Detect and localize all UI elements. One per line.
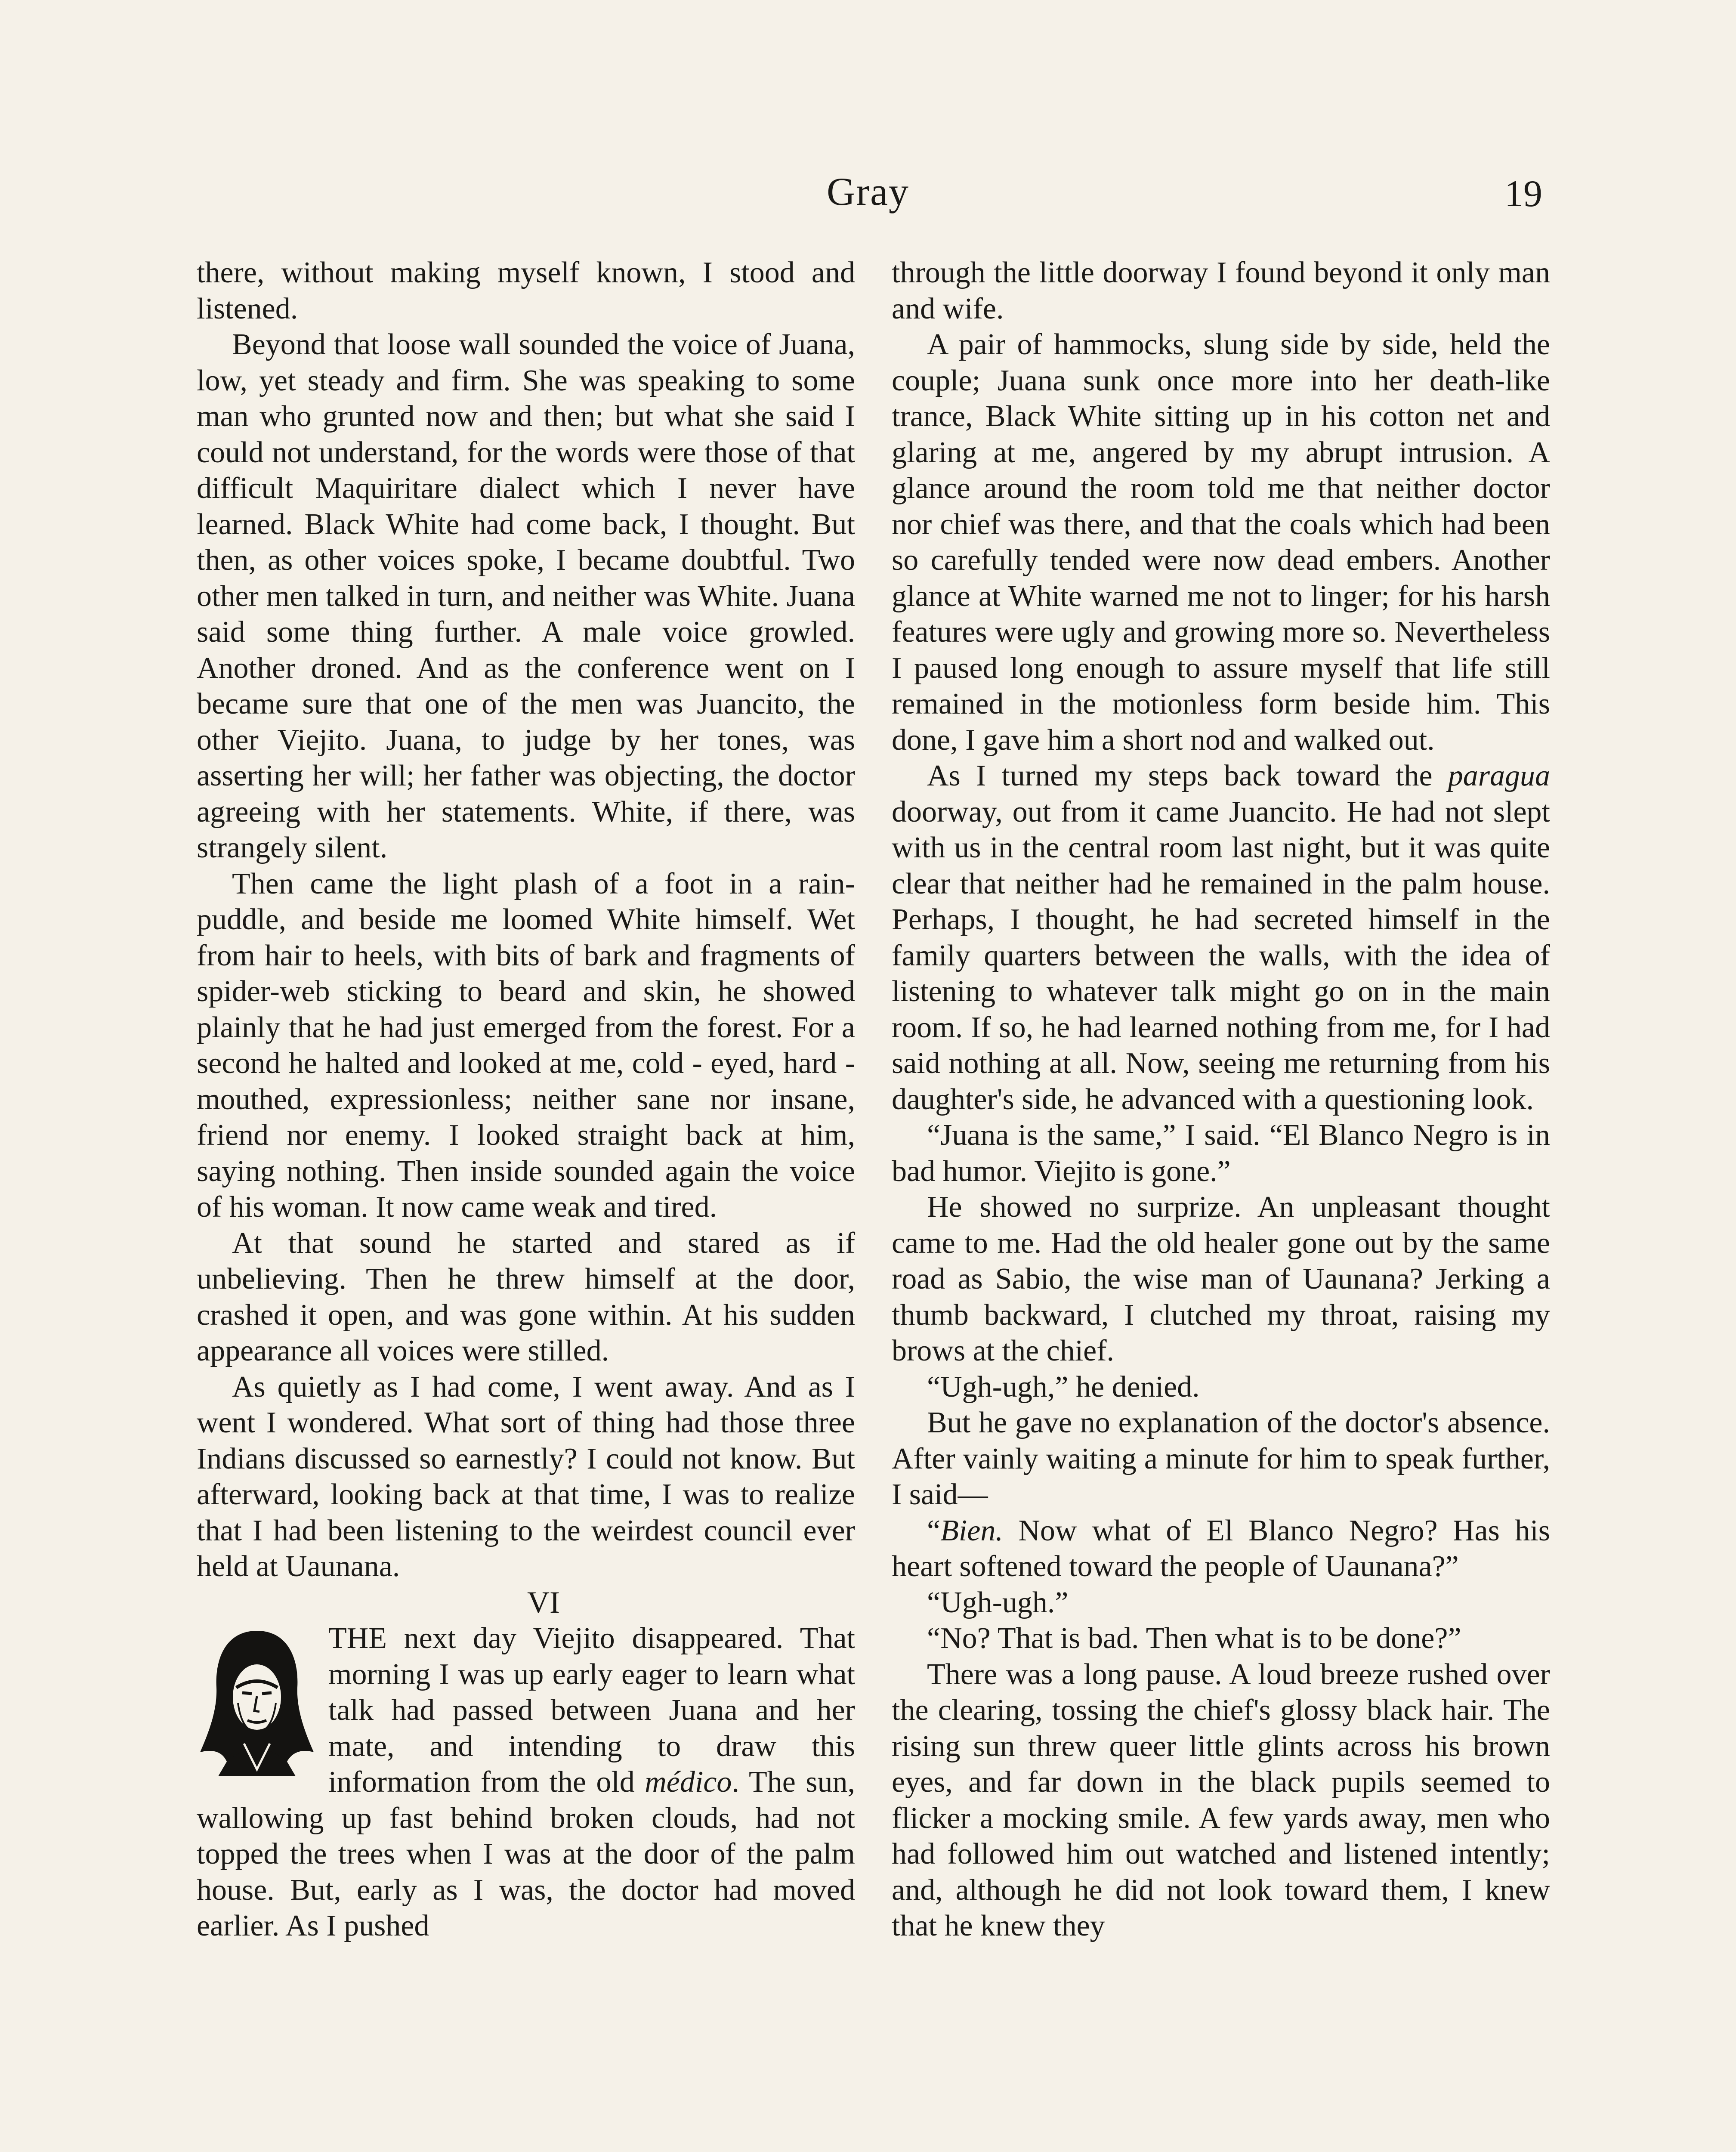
paragraph: But he gave no explanation of the doctor's absence. After vainly waiting a minute for him to speak further, I said—: [892, 1406, 1550, 1511]
paragraph: [892, 1513, 1550, 1585]
right-column: [892, 255, 1550, 1944]
paragraph: “Ugh-ugh.”: [927, 1586, 1069, 1619]
page-number: 19: [1504, 173, 1542, 215]
section-heading: VI: [527, 1585, 560, 1620]
paragraph-text: doorway, out from it came Juancito. He had not slept with us in the central room last night, but it was quite clear that neither had he remained in the palm house. Perhaps, I thought, he had secreted himself in the family quarters between the walls, with the idea of listening to whatever talk might go on in the main room. If so, he had learned nothing from me, for I had said nothing at all. Now, seeing me returning from his daughter's side, he advanced with a questioning look.: [892, 795, 1550, 1116]
paragraph: At that sound he started and stared as if unbelieving. Then he threw himself at the door, crashed it open, and was gone within. At his sudden appearance all voices were stilled.: [197, 1226, 855, 1367]
paragraph-text: As I turned my steps back toward the: [927, 759, 1448, 792]
italic-word: médico: [645, 1766, 732, 1799]
paragraph-text: next day Viejito disappeared. That morning I was up early eager to learn what talk had passed between Juana and her mate, and intending to draw this information from the old: [328, 1622, 855, 1799]
paragraph: Beyond that loose wall sounded the voice of Juana, low, yet steady and firm. She was speaking to some man who grunted now and then; but what she said I could not understand, for the words were those of that difficult Maquiritare dialect which I never have learned. Black White had come back, I thought. But then, as other voices spoke, I became doubtful. Two other men talked in turn, and neither was White. Juana said some thing further. A male voice growled. Another droned. And as the conference went on I became sure that one of the men was Juancito, the other Viejito. Juana, to judge by her tones, was asserting her will; her father was objecting, the doctor agreeing with her statements. White, if there, was strangely silent.: [197, 328, 855, 864]
section-opening-paragraph: [197, 1620, 855, 1944]
paragraph: there, without making myself known, I stood and listened.: [197, 256, 855, 325]
paragraph-text: . The sun, wallowing up fast behind broken clouds, had not topped the trees when I was at the door of the palm house. But, early as I was, the doctor had moved earlier. As I pushed: [197, 1766, 855, 1942]
opening-words: THE: [328, 1622, 387, 1655]
italic-word: Bien.: [940, 1514, 1003, 1547]
paragraph: “Juana is the same,” I said. “El Blanco Negro is in bad humor. Viejito is gone.”: [892, 1119, 1550, 1188]
paragraph: [892, 758, 1550, 1117]
paragraph: As quietly as I had come, I went away. And as I went I wondered. What sort of thing had those three Indians discussed so earnestly? I could not know. But afterward, looking back at that time, I was to realize that I had been listening to the weirdest council ever held at Uaunana.: [197, 1370, 855, 1583]
indian-portrait-illustration: [197, 1623, 317, 1778]
page-header-title: Gray: [827, 170, 909, 213]
left-column: [197, 255, 855, 1944]
paragraph: “No? That is bad. Then what is to be done?”: [927, 1622, 1461, 1655]
paragraph: There was a long pause. A loud breeze rushed over the clearing, tossing the chief's glossy black hair. The rising sun threw queer little glints across his brown eyes, and far down in the black pupils seemed to flicker a mocking smile. A few yards away, men who had followed him out watched and listened intently; and, although he did not look toward them, I knew that he knew they: [892, 1657, 1550, 1942]
paragraph: He showed no surprize. An unpleasant thought came to me. Had the old healer gone out by the same road as Sabio, the wise man of Uaunana? Jerking a thumb backward, I clutched my throat, raising my brows at the chief.: [892, 1190, 1550, 1367]
paragraph: “Ugh-ugh,” he denied.: [927, 1370, 1200, 1404]
paragraph: through the little doorway I found beyond it only man and wife.: [892, 256, 1550, 325]
paragraph-text: “: [927, 1514, 941, 1547]
paragraph: A pair of hammocks, slung side by side, held the couple; Juana sunk once more into her death-like trance, Black White sitting up in his cotton net and glaring at me, angered by my abrupt intrusion. A glance around the room told me that neither doctor nor chief was there, and that the coals which had been so carefully tended were now dead embers. Another glance at White warned me not to linger; for his harsh features were ugly and growing more so. Nevertheless I paused long enough to assure myself that life still remained in the motionless form beside him. This done, I gave him a short nod and walked out.: [892, 328, 1550, 757]
paragraph: Then came the light plash of a foot in a rain-puddle, and beside me loomed White himself. Wet from hair to heels, with bits of bark and fragments of spider-web sticking to beard and skin, he showed plainly that he had just emerged from the forest. For a second he halted and looked at me, cold - eyed, hard - mouthed, expressionless; neither sane nor insane, friend nor enemy. I looked straight back at him, saying nothing. Then inside sounded again the voice of his woman. It now came weak and tired.: [197, 867, 855, 1224]
paragraph-text: Now what of El Blanco Negro? Has his heart softened toward the people of Uaunana?”: [892, 1514, 1550, 1583]
italic-word: paragua: [1448, 759, 1550, 792]
